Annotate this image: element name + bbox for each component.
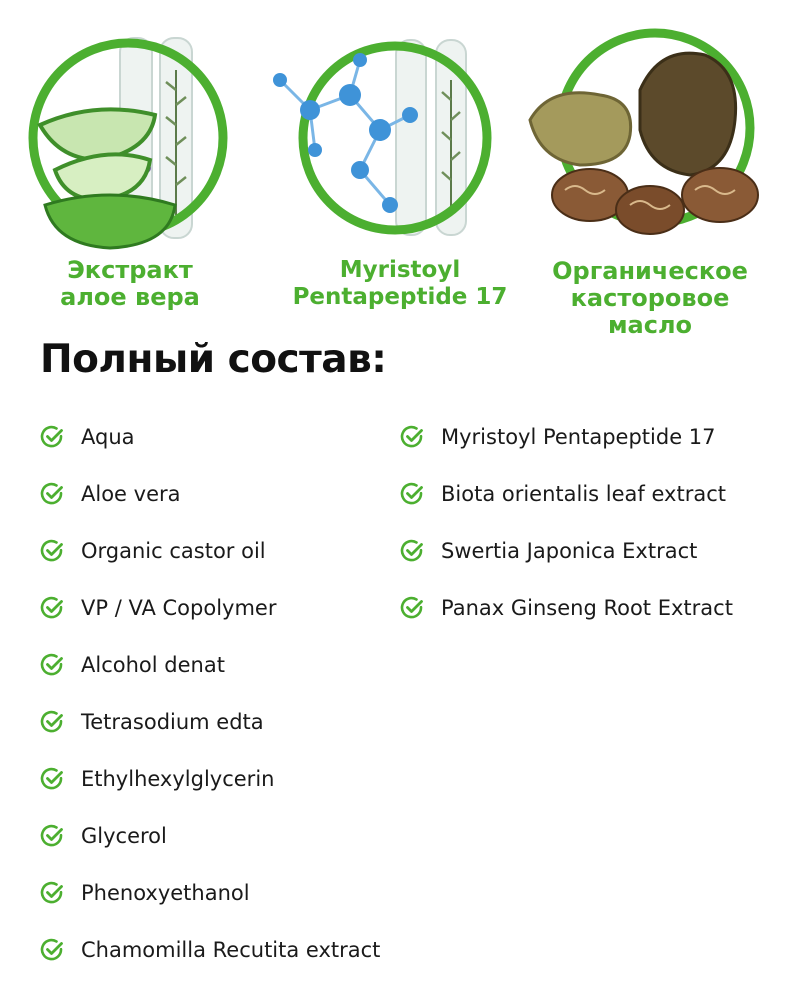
ingredient-name: Ethylhexylglycerin: [81, 766, 275, 791]
ingredient-name: VP / VA Copolymer: [81, 595, 277, 620]
composition-title: Полный состав:: [40, 337, 387, 382]
feature-caption: Экстракт алое вера: [60, 256, 200, 311]
list-item: [400, 465, 733, 522]
ingredient-name: Panax Ginseng Root Extract: [441, 595, 733, 620]
molecule-icon: [270, 0, 530, 255]
check-circle-icon: [400, 596, 424, 620]
check-circle-icon: [40, 653, 64, 677]
castor-seeds-icon: [520, 0, 780, 255]
aloe-vera-icon: [0, 0, 260, 255]
check-circle-icon: [40, 539, 64, 563]
list-item: [40, 579, 380, 636]
feature-caption: Myristoyl Pentapeptide 17: [292, 257, 508, 310]
ingredient-name: Aqua: [81, 424, 135, 449]
ingredients-list-left: [40, 408, 380, 978]
ingredient-name: Myristoyl Pentapeptide 17: [441, 424, 716, 449]
list-item: [40, 750, 380, 807]
check-circle-icon: [40, 482, 64, 506]
feature-caption: Органическое касторовое масло: [552, 257, 748, 339]
ingredient-name: Glycerol: [81, 823, 167, 848]
ingredient-name: Organic castor oil: [81, 538, 266, 563]
check-circle-icon: [40, 425, 64, 449]
list-item: [40, 522, 380, 579]
check-circle-icon: [400, 539, 424, 563]
list-item: [400, 408, 733, 465]
feature-aloe-vera: [0, 0, 260, 340]
check-circle-icon: [40, 881, 64, 905]
ingredient-name: Aloe vera: [81, 481, 181, 506]
check-circle-icon: [40, 710, 64, 734]
ingredient-name: Phenoxyethanol: [81, 880, 250, 905]
ingredient-name: Biota orientalis leaf extract: [441, 481, 726, 506]
list-item: [40, 693, 380, 750]
list-item: [400, 522, 733, 579]
check-circle-icon: [40, 938, 64, 962]
list-item: [400, 579, 733, 636]
check-circle-icon: [40, 767, 64, 791]
list-item: [40, 921, 380, 978]
ingredient-name: Chamomilla Recutita extract: [81, 937, 381, 962]
check-circle-icon: [400, 482, 424, 506]
feature-castor-oil: [520, 0, 780, 340]
ingredient-name: Alcohol denat: [81, 652, 225, 677]
ingredient-name: Swertia Japonica Extract: [441, 538, 698, 563]
ingredient-name: Tetrasodium edta: [81, 709, 264, 734]
ingredients-list-right: [400, 408, 733, 636]
check-circle-icon: [40, 824, 64, 848]
list-item: [40, 807, 380, 864]
list-item: [40, 465, 380, 522]
check-circle-icon: [40, 596, 64, 620]
feature-pentapeptide: [270, 0, 530, 340]
check-circle-icon: [400, 425, 424, 449]
list-item: [40, 864, 380, 921]
list-item: [40, 408, 380, 465]
list-item: [40, 636, 380, 693]
ingredients-hero: [0, 0, 800, 340]
